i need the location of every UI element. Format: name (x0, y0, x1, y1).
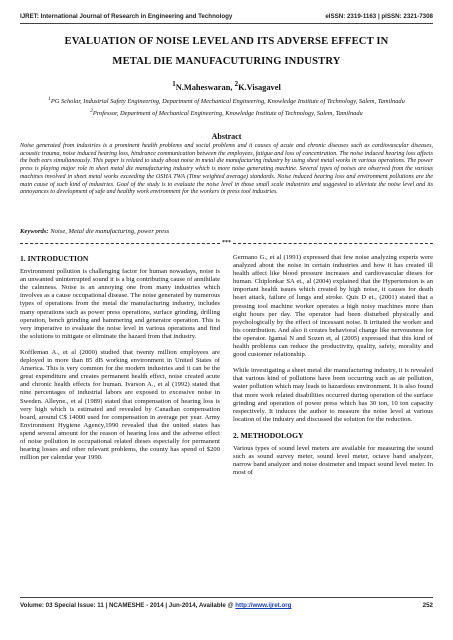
journal-name: IJRET: International Journal of Research in Engineering and Technology (20, 13, 233, 20)
introduction-heading: 1. INTRODUCTION (20, 254, 89, 263)
title-line-1: EVALUATION OF NOISE LEVEL AND ITS ADVERSE EFFECT IN (64, 36, 389, 47)
keywords (20, 228, 433, 235)
affiliation-2-text: Professor, Department of Mechanical Engineering, Knowledge Institute of Technology, Salem, Tamilnadu (92, 109, 363, 117)
author-list (20, 80, 433, 92)
title-line-2: METAL DIE MANUFACUTURING INDUSTRY (112, 56, 341, 67)
author-1-superscript: 1 (172, 80, 176, 88)
separator-dash-right (233, 243, 433, 244)
introduction-paragraph-3: Germano G., et al (1991) expressed that few noise analyzing experts were analyzed about the noise in certain industries and how it has created ill health affect like blood pressure increases and cardiovascular dieses for human. Chiplonkar SA et., al (2004) explained that the Hypertension is an important health issues which created by high noise, it causes for death heart attack, failure of lungs and stroke. Quis D et., (2001) stated that a pressing tool machine worker operates a high noisy machines more than eight hours per day. The operator had been disturbed physically and psychologically by the effect of incessant noise. It irritated the worker and his contribution. And also it creates behavioral change like nervousness for the operator. Igamal N and Sozen et, al (2005) expressed that this kind of health problems can reduce the productivity, quality, safety, morality and good customer relationship. (233, 254, 433, 359)
right-column (233, 254, 433, 485)
affiliation-1 (20, 95, 433, 107)
author-2-name: K.Visagavel (238, 82, 281, 92)
issn-info: eISSN: 2319-1163 | pISSN: 2321-7308 (325, 13, 433, 20)
separator-dash-left (20, 243, 220, 244)
abstract-text: Noise generated from industries is a prominent health problems and social problems and it causes of acute and chronic diseases such as cardiovascular diseases, acoustic trauma, noise induced hearing loss, hindrance communication between the employees, fatigue and loss of concentration. The noise induced hearing loss affects the both ears simultaneously. This paper is related to study about noise in metal die manufacturing industry by using sheet metal works in various operations. The power press is playing major role in sheet metal die manufacturing industry which is more noise generating machine. Several types of noises are observed from the various machines involved in sheet metal works exceeding the OSHA TWA (Time weighted average) standards. Noise induced hearing loss and environment pollutions are the main cause of such kind of industries. Goal of the study is to evaluate the noise level in those small scale industries and suggested to alleviate the noise level and its annoyances to development of safe and healthy work environment for the workers in press tool industries. (20, 143, 433, 196)
affiliation-1-superscript: 1 (48, 96, 51, 102)
introduction-paragraph-1: Environment pollution is challenging factor for human nowadays, noise is an unwanted uninterrupted sound it is a big contributing cause of annihilate the calmness. Noise is an annoying one from many industries which involves as a cause occupational disease. The noise generated by numerous types of operations from the metal die manufacturing industry, includes many operations such as power press operations, surface grinding, drilling operation, bench grinding and hammering and generator operation. This is very imperative to evaluate the noise level in various operations and find the solutions to mitigate or eliminate the hazard from that industry. (20, 268, 220, 340)
abstract-heading: Abstract (211, 132, 242, 141)
left-column (20, 255, 220, 470)
affiliation-2-superscript: 2 (90, 107, 93, 114)
journal-header (20, 13, 433, 20)
affiliations (20, 95, 433, 118)
footer-volume-info (20, 602, 291, 609)
methodology-paragraph-1: Various types of sound level meters are available for measuring the sound such as sound survey meter, sound level meter, octave band analyzer, narrow band analyzer and noise dosimeter and impact sound level meter. In most of (233, 444, 433, 477)
journal-website-link[interactable]: http://www.ijret.org (235, 602, 292, 609)
introduction-paragraph-4: While investigating a sheet metal die manufacturing industry, it is revealed that various kind of pollutions have been occurring such as air pollution, water pollution which may leads to hazardous environment. It is also found that more work related disabilities occurred during operation of the surface grinding and operation of power press which has 30 ton, 10 ton capacity respectively. It induces the author to measure the noise level at various location of the industry and discussed the solution for the reduction. (233, 367, 433, 423)
methodology-heading: 2. METHODOLOGY (233, 430, 304, 440)
journal-footer (20, 602, 433, 609)
keywords-label: Keywords: (20, 228, 49, 235)
footer-volume-text: Volume: 03 Special Issue: 11 | NCAMESHE - 2014 | Jun-2014, Available @ (20, 602, 236, 609)
introduction-paragraph-2: Koffleman A., et al (2000) studied that twenty million employees are deployed in more than 85 dB working environment in United States of America. This is very common for the modern industries and it can be the great expenditure and creates permanent health effect, noise created acute and chronic health effects for human. Ivarson A., et al (1992) stated that nine percentages of industrial labors are exposed to excessive noise in Sweden. Alleyne., et al (1989) stated that compensation of hearing loss is very high which is estimated and revealed by Canadian compensation board, around C$ 14000 used for compensation in average per year. Army Environment Hygiene Agency,1990 revealed that the united states has spend several amount for the reason of hearing loss and the adverse effect of noise pollution in occupational related dieses especially for permanent hearing losses and other relevant problems, the county has spend of $200 million per calendar year 1990. (20, 348, 220, 462)
paper-title (20, 32, 433, 72)
section-separator (20, 240, 433, 246)
keywords-text: Noise, Metal die manufacturing, power press (48, 228, 170, 235)
affiliation-1-text: PG Scholar, Industrial Safety Engineering, Department of Mechanical Engineering, Knowledge Institute of Technology, Salem, Tamilnadu (50, 98, 405, 106)
page-number: 252 (422, 602, 433, 609)
affiliation-2 (20, 107, 433, 119)
footer-rule (20, 597, 433, 598)
author-1-name: N.Maheswaran, (175, 82, 235, 92)
author-2-superscript: 2 (234, 80, 239, 88)
separator-stars: *** (222, 240, 231, 246)
header-rule (20, 23, 433, 24)
